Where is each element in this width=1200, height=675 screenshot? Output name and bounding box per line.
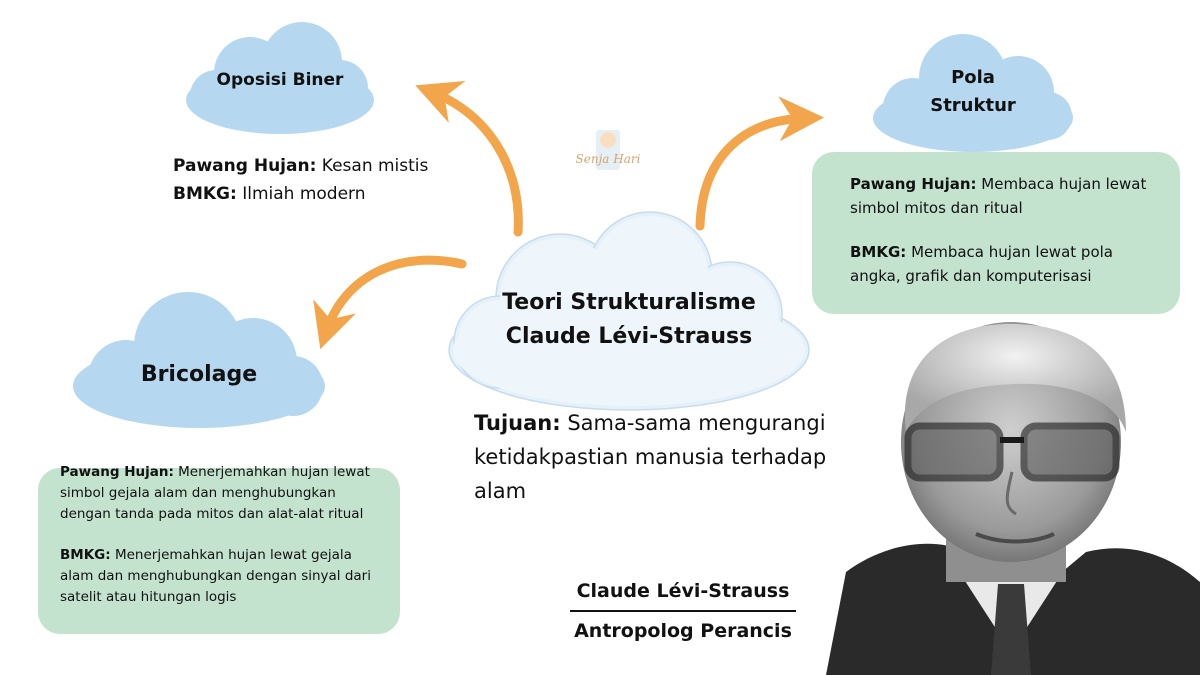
portrait-image — [826, 322, 1200, 675]
person-name: Claude Lévi-Strauss — [576, 580, 790, 602]
pola-para-bmkg — [850, 240, 1156, 288]
pola-pawang-text: Membaca hujan lewat simbol mitos dan ritual — [850, 175, 1147, 217]
oposisi-pawang-text: Kesan mistis — [316, 156, 429, 176]
oposisi-description — [173, 152, 428, 208]
cloud-oposisi-biner — [180, 18, 380, 140]
pola-bmkg-text: Membaca hujan lewat pola angka, grafik dan komputerisasi — [850, 243, 1113, 285]
bricolage-para-bmkg — [60, 545, 388, 608]
oposisi-row-pawang — [173, 152, 428, 180]
cloud-center-title — [440, 210, 818, 418]
cloud-pola-label — [868, 64, 1078, 120]
oposisi-row-bmkg — [173, 180, 428, 208]
oposisi-bmkg-label: BMKG: — [173, 184, 237, 204]
senja-hari-logo — [566, 124, 650, 194]
tujuan-text: Sama-sama mengurangi ketidakpastian manusia terhadap alam — [474, 411, 827, 503]
tujuan-statement — [474, 406, 834, 508]
center-title — [440, 286, 818, 354]
portrait-photo — [826, 322, 1200, 675]
logo-text: Senja Hari — [575, 152, 641, 166]
oposisi-pawang-label: Pawang Hujan: — [173, 156, 317, 176]
cloud-oposisi-label: Oposisi Biner — [216, 70, 344, 90]
cloud-shape — [68, 282, 330, 432]
oposisi-bmkg-text: Ilmiah modern — [236, 184, 366, 204]
tujuan-label: Tujuan: — [474, 411, 561, 435]
bricolage-box — [38, 464, 400, 634]
cloud-pola-line2: Struktur — [930, 95, 1016, 116]
pola-para-pawang — [850, 172, 1156, 220]
cloud-pola-line1: Pola — [951, 67, 995, 88]
bricolage-bmkg-text: Menerjemahkan hujan lewat gejala alam dan menghubungkan dengan sinyal dari satelit atau hitungan logis — [60, 547, 371, 605]
cloud-bricolage-label: Bricolage — [140, 362, 258, 387]
cloud-bricolage — [68, 282, 330, 432]
bricolage-pawang-text: Menerjemahkan hujan lewat simbol gejala alam dan menghubungkan dengan tanda pada mitos dan alat-alat ritual — [60, 464, 370, 522]
center-title-line1: Teori Strukturalisme — [502, 290, 756, 315]
bricolage-bmkg-label: BMKG: — [60, 547, 111, 563]
center-title-line2: Claude Lévi-Strauss — [505, 324, 753, 349]
person-caption — [562, 580, 804, 642]
bricolage-para-pawang — [60, 462, 388, 525]
cloud-pola-struktur — [868, 28, 1078, 156]
pola-bmkg-label: BMKG: — [850, 243, 907, 261]
pola-struktur-box — [812, 152, 1180, 314]
person-role: Antropolog Perancis — [574, 620, 792, 642]
pola-pawang-label: Pawang Hujan: — [850, 175, 977, 193]
bricolage-pawang-label: Pawang Hujan: — [60, 464, 174, 480]
